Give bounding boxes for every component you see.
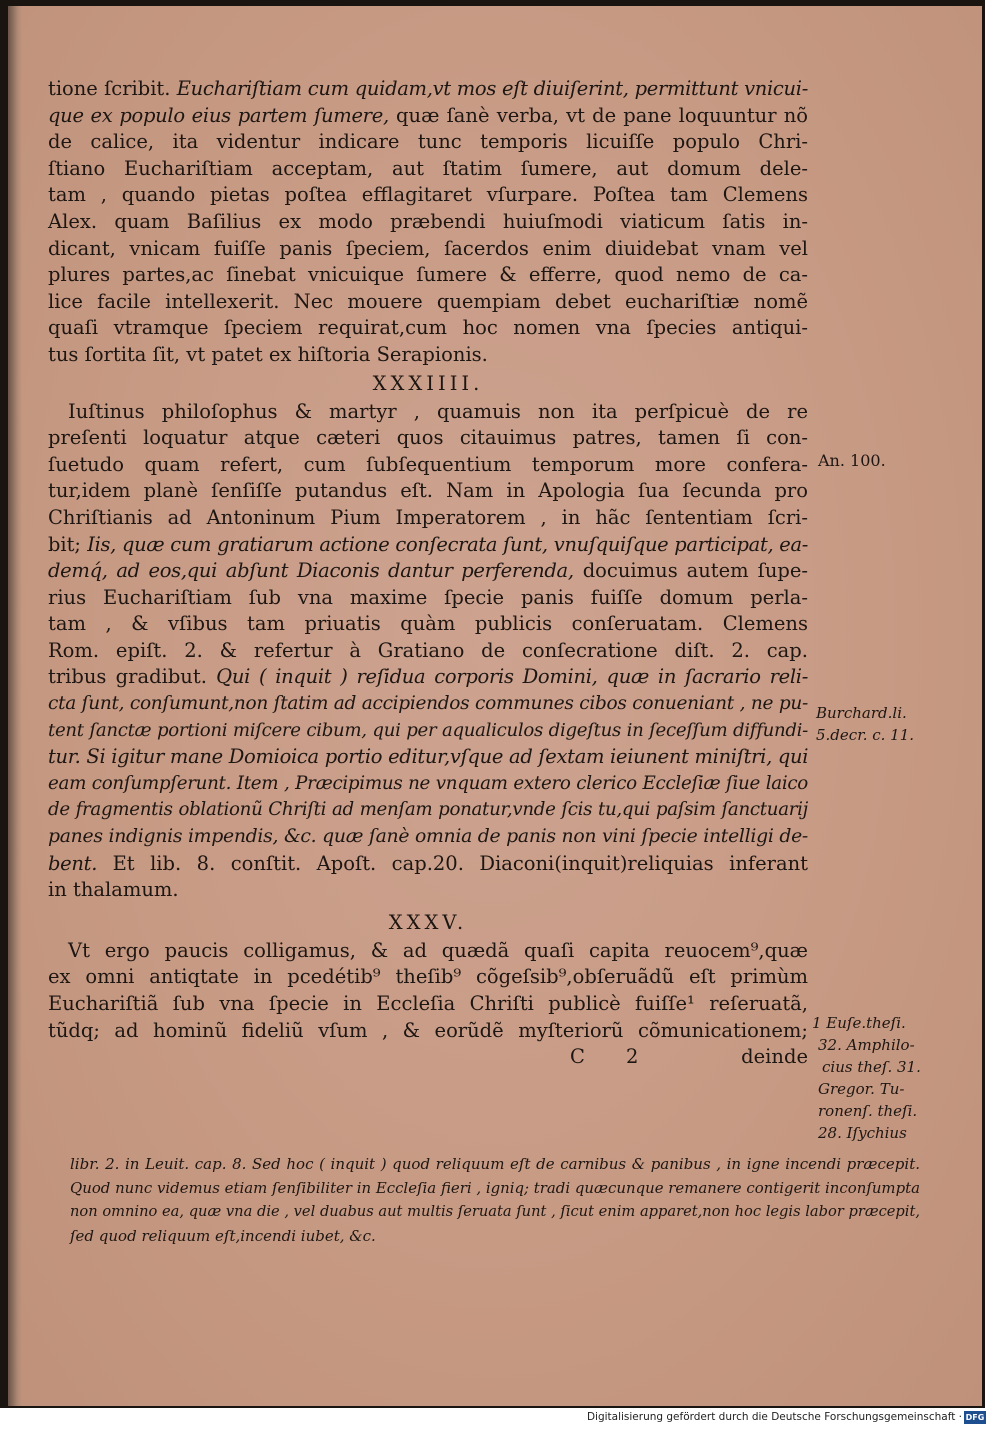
funding-credit: Digitalisierung gefördert durch die Deutsche Forschungsgemeinschaft · <box>586 1411 962 1423</box>
text-line: lice facile intellexerit. Nec mouere quempiam debet euchariſtiæ nomẽ <box>48 289 808 313</box>
text-line: tur,idem planè ſenſiſſe putandus eſt. Nam in Apologia ſua ſecunda pro <box>48 479 808 503</box>
section-heading-35: XXXV. <box>388 910 468 934</box>
signature-line <box>48 1044 808 1071</box>
text-line: ex omni antiqtate in pcedétib⁹ theſib⁹ cõgeſsib⁹,obſeruãdũ eſt primùm <box>48 965 808 989</box>
margin-note-burchard: Burchard.li. 5.decr. c. 11. <box>816 704 915 744</box>
text-line: dicant, vnicam fuiſſe panis ſpeciem, ſacerdos enim diuidebat vnam vel <box>48 236 808 260</box>
signature-number: 2 <box>626 1045 639 1069</box>
text-line: ſuetudo quam refert, cum ſubſequentium temporum more confera- <box>48 452 808 476</box>
catchword: deinde <box>741 1045 808 1069</box>
text-line: preſenti loquatur atque cæteri quos citauimus patres, tamen ſi con- <box>48 426 808 450</box>
text-line-italic: cta ſunt, conſumunt,non ſtatim ad accipiendos communes cibos conueniant , ne pu- <box>48 693 808 715</box>
quote-italic: Iis, quæ cum gratiarum actione conſecrata ſunt, vnuſquiſque participat, ea- <box>87 532 809 556</box>
margin-note-references: 1 Euſe.theſi. 32. Amphilo- cius theſ. 31. Gregor. Tu- ronenſ. theſi. 28. Iſychius <box>812 1014 921 1142</box>
text-line: plures partes,ac ſinebat vnicuique ſumere & efferre, quod nemo de ca- <box>48 263 808 287</box>
footnote-line: ſed quod reliquum eſt,incendi iubet, &c. <box>70 1227 376 1245</box>
text-line: tũdq; ad hominũ fideliũ vſum , & eorũdẽ myſteriorũ cõmunicationem; <box>48 1018 808 1042</box>
dfg-logo: DFG <box>965 1413 985 1422</box>
text-line: Alex. quam Baſilius ex modo præbendi huiuſmodi viaticum ſatis in- <box>48 209 808 233</box>
text-line: rius Euchariſtiam ſub vna maxime ſpecie panis fuiſſe domum perla- <box>48 585 808 609</box>
text-line-italic: eam conſumpſerunt. Item , Præcipimus ne vnquam extero clerico Eccleſiæ ſiue laico <box>48 772 808 794</box>
text-line: Vt ergo paucis colligamus, & ad quædã quaſi capita reuocem⁹,quæ <box>68 938 808 962</box>
text-line: de calice, ita videntur indicare tunc temporis licuiſſe populo Chri- <box>48 130 808 154</box>
text-line-italic: tent ſanctæ portioni miſcere cibum, qui per aqualiculos digeſtus in ſeceſſum diffundi- <box>48 719 808 741</box>
text-line: tam , & vſibus tam priuatis quàm publicis conſeruatam. Clemens <box>48 612 808 636</box>
footnote-line: libr. 2. in Leuit. cap. 8. Sed hoc ( inquit ) quod reliquum eſt de carnibus & panibus , in igne incendi præcepit. <box>70 1155 920 1173</box>
text-line: bit; Iis, quæ cum gratiarum actione conſecrata ſunt, vnuſquiſque participat, ea- <box>48 532 809 556</box>
text-line: Euchariſtiã ſub vna ſpecie in Eccleſia Chriſti publicè fuiſſe¹ reſeruatã, <box>48 992 808 1015</box>
quote-italic: Qui ( inquit ) reſidua corporis Domini, quæ in ſacrario reli- <box>216 665 808 689</box>
signature-mark: C <box>570 1045 585 1069</box>
footnote-block <box>70 1152 920 1248</box>
quote-italic: que ex populo eius partem ſumere, <box>48 103 389 127</box>
text-line: Rom. epiſt. 2. & refertur à Gratiano de conſecratione diſt. 2. cap. <box>48 638 808 662</box>
text-line: Iuſtinus philoſophus & martyr , quamuis non ita perſpicuè de re <box>68 399 808 423</box>
text-line: tribus gradibut. Qui ( inquit ) reſidua corporis Domini, quæ in ſacrario reli- <box>48 665 808 689</box>
quote-italic: demq́, ad eos,qui abſunt Diaconis dantur perferenda, <box>48 559 574 583</box>
text-line: bent. Et lib. 8. conſtit. Apoſt. cap.20. Diaconi(inquit)reliquias inferant <box>48 851 808 875</box>
section-heading-34: XXXIIII. <box>372 371 484 395</box>
quote-italic: bent. <box>48 851 98 875</box>
footnote-line: non omnino ea, quæ vna die , vel duabus aut multis ſeruata ſunt , ſicut enim apparet,non hoc legis labor præcepit, <box>70 1203 920 1220</box>
text-line: Chriſtianis ad Antoninum Pium Imperatorem , in hãc ſententiam ſcri- <box>48 505 808 529</box>
text-line-italic: tur. Si igitur mane Domioica portio editur,vſque ad ſextam ieiunent miniſtri, qui <box>48 745 809 769</box>
footnote-line: Quod nunc videmus etiam ſenſibiliter in Eccleſia fieri , igniq; tradi quæcunque remanere contigerit inconſumpta <box>70 1179 920 1197</box>
page-binding-edge <box>8 6 22 1406</box>
text-line: ſtiano Euchariſtiam acceptam, aut ſtatim ſumere, aut domum dele- <box>48 156 808 180</box>
margin-note-year: An. 100. <box>818 451 886 470</box>
text-line: in thalamum. <box>48 878 179 902</box>
text-line-italic: panes indignis impendis, &c. quæ ſanè omnia de panis non vini ſpecie intelligi de- <box>48 826 808 848</box>
text-line: tus ſortita ſit, vt patet ex hiſtoria Serapionis. <box>48 342 488 366</box>
quote-italic: Euchariſtiam cum quidam,vt mos eſt diuiſerint, permittunt vnicui- <box>176 77 808 100</box>
text-line: demq́, ad eos,qui abſunt Diaconis dantur perferenda, docuimus autem ſupe- <box>48 559 808 583</box>
main-text-block <box>48 76 808 1071</box>
text-line: tam , quando pietas poſtea efflagitaret vſurpare. Poſtea tam Clemens <box>48 183 808 207</box>
text-line: quaſi vtramque ſpeciem requirat,cum hoc nomen vna ſpecies antiqui- <box>48 316 808 340</box>
text-line-italic: de fragmentis oblationũ Chriſti ad menſam ponatur,vnde ſcis tu,qui paſsim ſanctuarij <box>48 799 808 821</box>
text-line: que ex populo eius partem ſumere, quæ ſanè verba, vt de pane loquuntur nõ <box>48 103 809 127</box>
text-line: tione ſcribit. Euchariſtiam cum quidam,vt mos eſt diuiſerint, permittunt vnicui- <box>48 77 808 100</box>
